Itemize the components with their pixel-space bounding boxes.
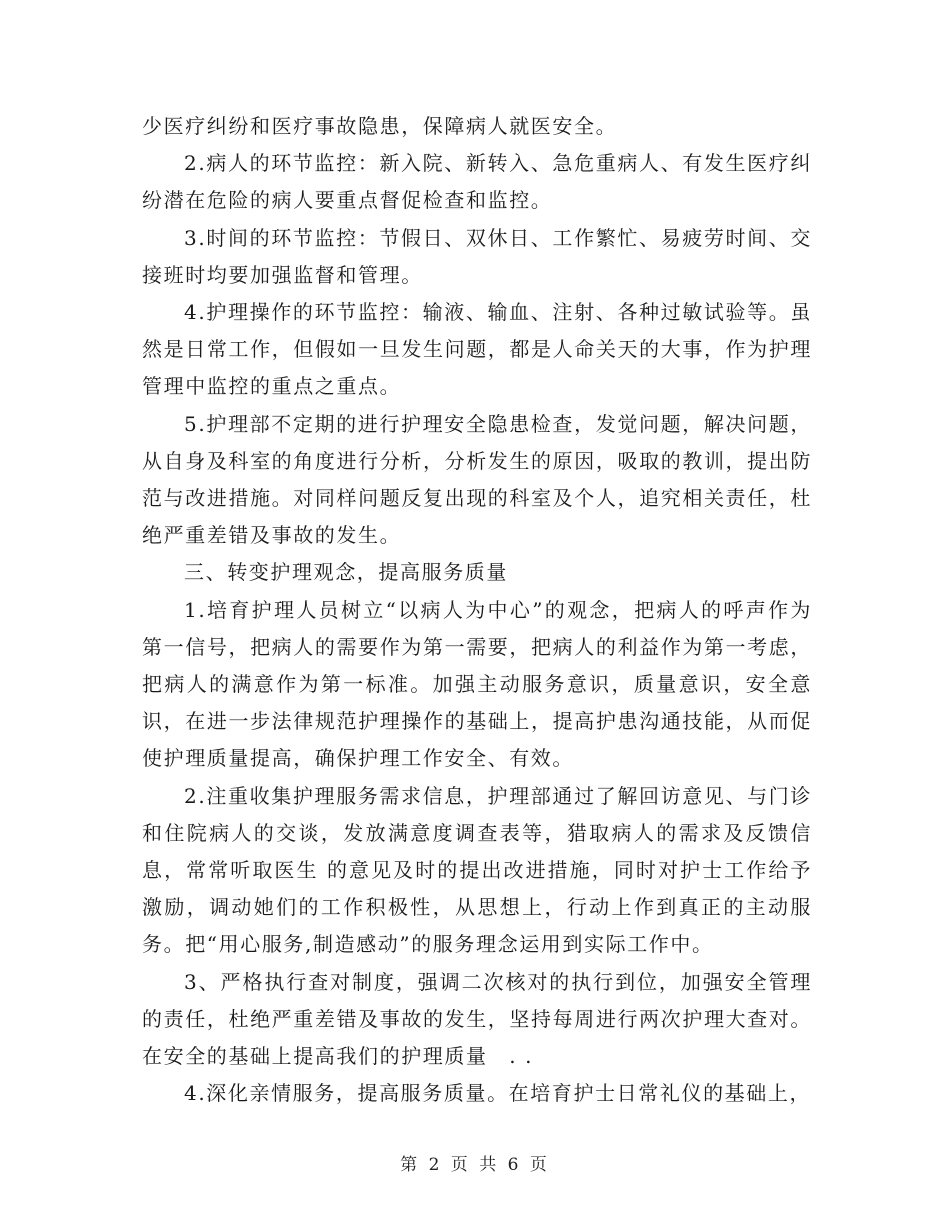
section-heading: 三、转变护理观念，提高服务质量	[184, 560, 508, 585]
paragraph-family-service: 4.深化亲情服务，提高服务质量。在培育护士日常礼仪的基础上，	[184, 1081, 812, 1106]
paragraph-patient-monitoring: 2.病人的环节监控：新入院、新转入、急危重病人、有发生医疗纠纷潜在危险的病人要重点督促检查和监控。	[142, 151, 812, 213]
paragraph-patient-centered: 1.培育护理人员树立“以病人为中心”的观念，把病人的呼声作为第一信号，把病人的需要作为第一需要，把病人的利益作为第一考虑，把病人的满意作为第一标准。加强主动服务意识，质量意识，安全意识，在进一步法律规范护理操作的基础上，提高护患沟通技能，从而促使护理质量提高，确保护理工作安全、有效。	[142, 597, 812, 771]
paragraph-time-monitoring: 3.时间的环节监控：节假日、双休日、工作繁忙、易疲劳时间、交接班时均要加强监督和管理。	[142, 225, 812, 287]
body-text	[142, 108, 812, 1112]
paragraph-operation-monitoring: 4.护理操作的环节监控：输液、输血、注射、各种过敏试验等。虽然是日常工作，但假如一旦发生问题，都是人命关天的大事，作为护理管理中监控的重点之重点。	[142, 300, 812, 399]
paragraph-continued: 少医疗纠纷和医疗事故隐患，保障病人就医安全。	[142, 114, 618, 138]
paragraph-checking-system: 3、严格执行查对制度，强调二次核对的执行到位，加强安全管理的责任，杜绝严重差错及事故的发生，坚持每周进行两次护理大查对。在安全的基础上提高我们的护理质量 . .	[142, 969, 812, 1069]
paragraph-safety-inspection: 5.护理部不定期的进行护理安全隐患检查，发觉问题，解决问题，从自身及科室的角度进行分析，分析发生的原因，吸取的教训，提出防范与改进措施。对同样问题反复出现的科室及个人，追究相关责任，杜绝严重差错及事故的发生。	[142, 411, 812, 548]
page-number-footer: 第 2 页 共 6 页	[400, 1155, 550, 1175]
paragraph-feedback-collection: 2.注重收集护理服务需求信息，护理部通过了解回访意见、与门诊和住院病人的交谈，发放满意度调查表等，猎取病人的需求及反馈信息，常常听取医生 的意见及时的提出改进措施，同时对护士工作给予激励，调动她们的工作积极性，从思想上，行动上作到真正的主动服务。把“用心服务,制造感动”的服务理念运用到实际工作中。	[142, 783, 812, 957]
